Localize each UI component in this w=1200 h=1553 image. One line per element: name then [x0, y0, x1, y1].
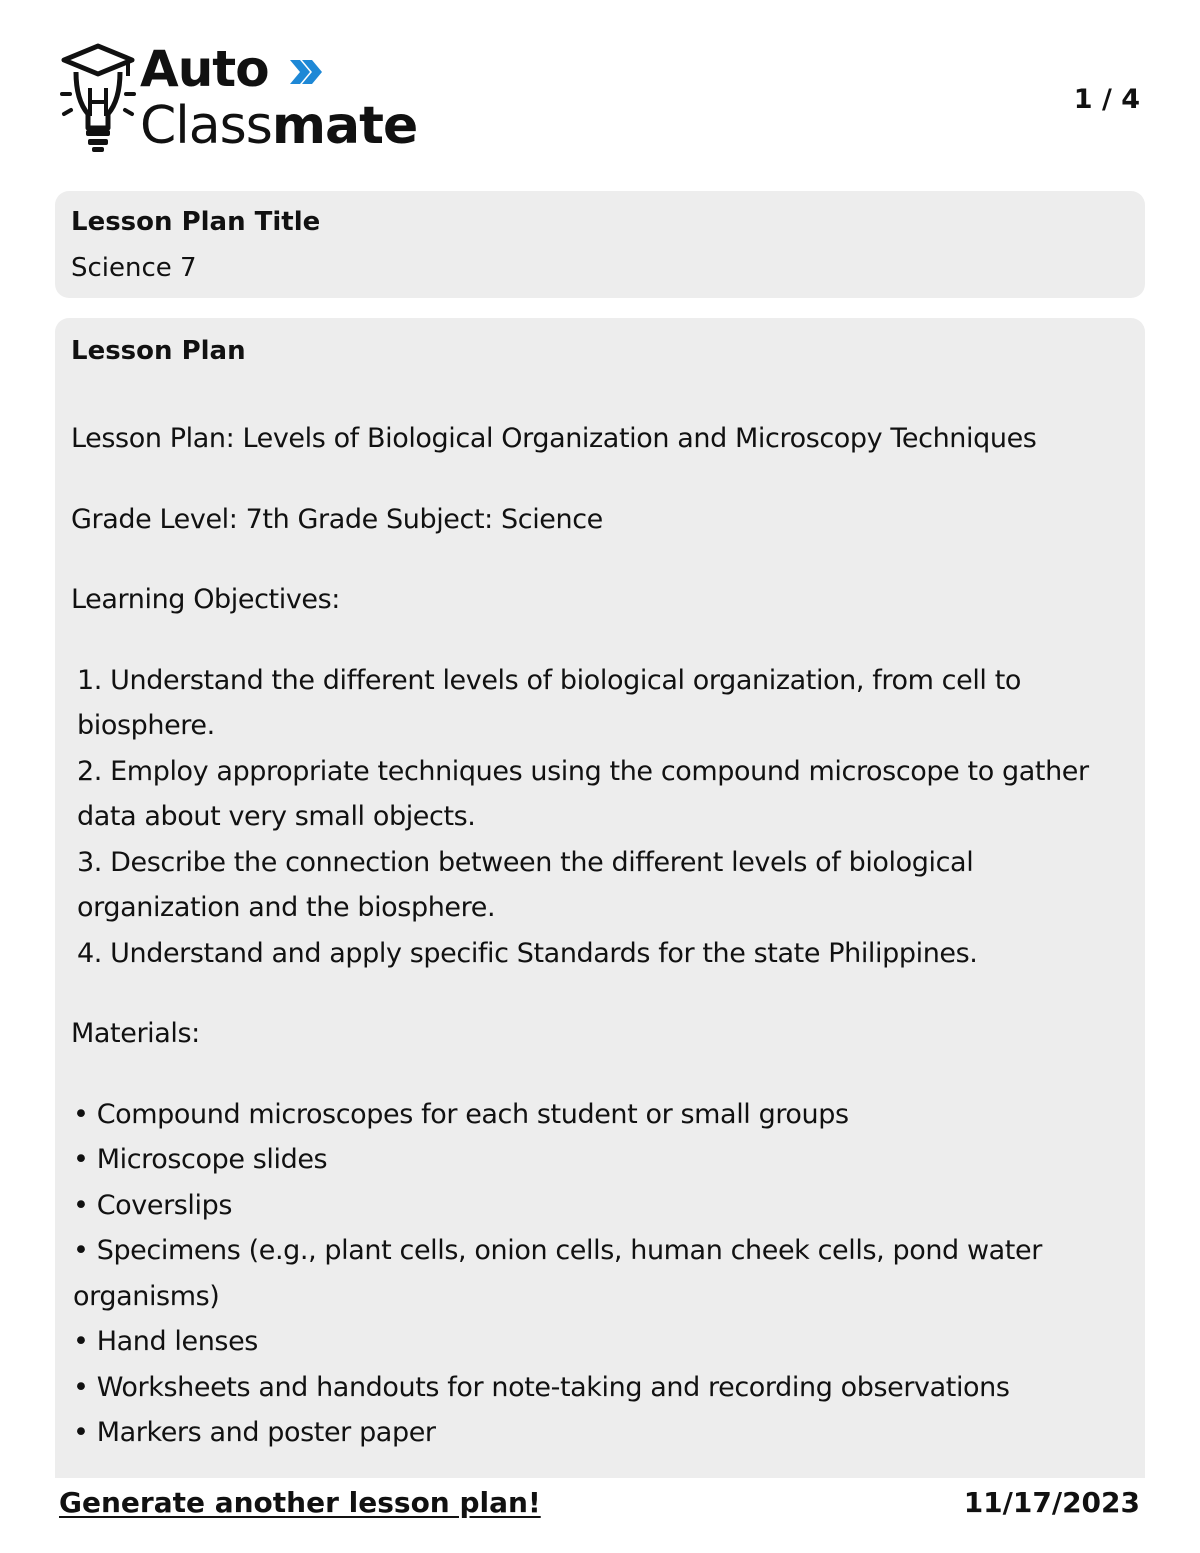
brand-logo: [60, 42, 460, 157]
lesson-title-card: [55, 191, 1145, 298]
double-chevron-right-icon: [288, 56, 324, 88]
graduation-cap-lightbulb-icon: [60, 42, 136, 154]
material-item: • Hand lenses: [73, 1326, 258, 1357]
objective-item: 1. Understand the different levels of biological organization, from cell to biosphere.: [77, 664, 1022, 741]
materials-label: Materials:: [71, 1018, 200, 1049]
lesson-title-value: Science 7: [71, 253, 197, 283]
lesson-plan-label: Lesson Plan: [71, 336, 246, 366]
lesson-plan-heading: Lesson Plan: Levels of Biological Organization and Microscopy Techniques: [71, 423, 1037, 454]
objectives-label: Learning Objectives:: [71, 584, 340, 615]
page-counter: 1 / 4: [1073, 84, 1140, 115]
material-item: • Markers and poster paper: [73, 1417, 436, 1448]
brand-word-auto: Auto: [140, 40, 269, 98]
brand-word-mate: mate: [271, 96, 418, 156]
generated-date: 11/17/2023: [963, 1486, 1140, 1519]
material-item: • Coverslips: [73, 1189, 233, 1221]
objective-item: 4. Understand and apply specific Standards for the state Philippines.: [77, 937, 978, 969]
material-item: • Compound microscopes for each student or small groups: [73, 1098, 849, 1130]
material-item: • Microscope slides: [73, 1144, 328, 1175]
material-item: • Specimens (e.g., plant cells, onion cells, human cheek cells, pond water organisms): [73, 1235, 1042, 1312]
objective-item: 3. Describe the connection between the different levels of biological organization and the biosphere.: [77, 846, 974, 923]
lesson-title-label: Lesson Plan Title: [71, 207, 321, 237]
generate-lesson-plan-link[interactable]: Generate another lesson plan!: [59, 1486, 541, 1519]
brand-word-class: Class: [140, 96, 272, 156]
brand-word-classmate: [140, 96, 418, 156]
objective-item: 2. Employ appropriate techniques using the compound microscope to gather data about very small objects.: [77, 755, 1089, 832]
grade-subject-line: Grade Level: 7th Grade Subject: Science: [71, 503, 603, 535]
lesson-plan-card: [55, 318, 1145, 1478]
material-item: • Worksheets and handouts for note-taking and recording observations: [73, 1371, 1010, 1403]
lesson-plan-body: [71, 416, 1131, 1456]
